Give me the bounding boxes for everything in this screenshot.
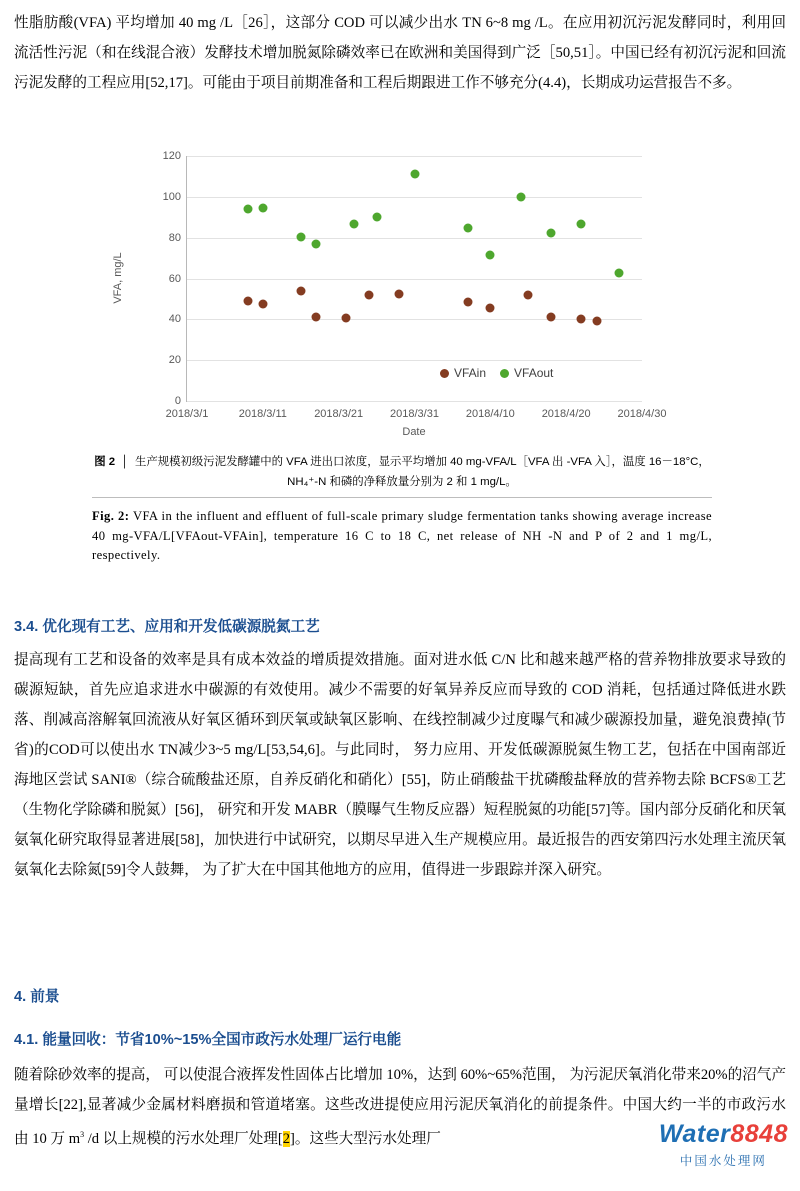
highlighted-citation: 2 xyxy=(282,1130,291,1147)
figure-caption-en-text: VFA in the influent and effluent of full-scale primary sludge fermentation tanks showing average increase 40 mg-VFA/L[VFAout-VFAin], temperature 16 C to 18 C, net release of NH -N and P of 2 and 1 mg/L, respectively. xyxy=(92,509,713,562)
chart-data-point xyxy=(463,297,472,306)
chart-data-point xyxy=(349,220,358,229)
chart-gridline xyxy=(187,197,642,198)
chart-gridline xyxy=(187,401,642,402)
chart-x-tick: 2018/3/21 xyxy=(314,408,364,420)
chart-y-tick: 100 xyxy=(162,190,181,203)
heading-4: 4. 前景 xyxy=(14,989,60,1005)
paragraph-4-1-superscript: 3 xyxy=(80,1130,85,1139)
watermark-number: 8848 xyxy=(730,1120,788,1148)
chart-x-tick: 2018/4/20 xyxy=(541,408,591,420)
chart-data-point xyxy=(311,239,320,248)
chart-data-point xyxy=(486,251,495,260)
vfa-scatter-chart xyxy=(110,148,670,438)
chart-data-point xyxy=(524,290,533,299)
heading-3-4: 3.4. 优化现有工艺、应用和开发低碳源脱氮工艺 xyxy=(14,619,320,635)
chart-y-tick: 80 xyxy=(168,231,181,244)
legend-label: VFAin xyxy=(454,366,487,380)
chart-x-tick: 2018/3/11 xyxy=(238,408,287,420)
chart-x-tick: 2018/3/31 xyxy=(390,408,439,420)
chart-data-point xyxy=(577,315,586,324)
paragraph-4-1-part-a: 随着除砂效率的提高， 可以使混合液挥发性固体占比增加 10%，达到 60%~65%范围， 为污泥厌氧消化带来20%的沼气产量增长[22],显著减少金属材料磨损和管道堵塞。这些改进提使应用污泥厌氧消化的前提条件。中国大约一半的市政污水由 10 万 m xyxy=(14,1067,786,1147)
caption-divider xyxy=(92,497,712,498)
chart-data-point xyxy=(243,205,252,214)
chart-data-point xyxy=(258,300,267,309)
figure-caption-en-label: Fig. 2: xyxy=(92,509,130,523)
chart-data-point xyxy=(311,313,320,322)
chart-data-point xyxy=(516,192,525,201)
chart-data-point xyxy=(365,290,374,299)
chart-legend xyxy=(440,366,553,380)
figure-caption-en xyxy=(92,507,712,566)
chart-y-tick: 60 xyxy=(168,272,181,285)
chart-gridline xyxy=(187,360,642,361)
chart-data-point xyxy=(592,317,601,326)
chart-x-tick: 2018/3/1 xyxy=(165,408,209,420)
legend-swatch-icon xyxy=(500,369,509,378)
chart-data-point xyxy=(486,304,495,313)
paragraph-4-1 xyxy=(14,1060,786,1154)
chart-data-point xyxy=(547,313,556,322)
chart-data-point xyxy=(372,213,381,222)
chart-data-point xyxy=(547,228,556,237)
chart-data-point xyxy=(258,204,267,213)
legend-item-vfain xyxy=(440,366,486,380)
chart-data-point xyxy=(243,296,252,305)
chart-data-point xyxy=(410,170,419,179)
chart-plot-area xyxy=(162,150,667,420)
watermark-text: Water xyxy=(658,1120,731,1148)
chart-y-tick: 20 xyxy=(168,354,181,367)
legend-swatch-icon xyxy=(440,369,449,378)
chart-gridline xyxy=(187,279,642,280)
chart-data-point xyxy=(615,269,624,278)
chart-gridline xyxy=(187,156,642,157)
chart-data-point xyxy=(395,289,404,298)
heading-4-1: 4.1. 能量回收：节省10%~15%全国市政污水处理厂运行电能 xyxy=(14,1032,402,1048)
chart-data-point xyxy=(463,224,472,233)
chart-y-tick: 120 xyxy=(162,150,181,162)
figure-caption-cn-sep: │ xyxy=(118,456,132,468)
chart-x-tick: 2018/4/10 xyxy=(465,408,515,420)
paragraph-3-4: 提高现有工艺和设备的效率是具有成本效益的增质提效措施。面对进水低 C/N 比和越来越严格的营养物排放要求导致的碳源短缺，首先应追求进水中碳源的有效使用。减少不需要的好氧异养反应而导致的 COD 消耗，包括通过降低进水跌落、削减高溶解氧回流液从好氧区循环到厌氧或缺氧区影响、在线控制减少过度曝气和减少碳源投加量，避免浪费掉(节省)的COD可以使出水 TN减少3~5 mg/L[53,54,6]。与此同时， 努力应用、开发低碳源脱氮生物工艺，包括在中国南部近海地区尝试 SANI®（综合硫酸盐还原，自养反硝化和硝化）[55]，防止硝酸盐干扰磷酸盐释放的营养物去除 BCFS®工艺（生物化学除磷和脱氮）[56]， 研究和开发 MABR（膜曝气生物反应器）短程脱氮的功能[57]等。国内部分反硝化和厌氧氨氧化研究取得显著进展[58]，加快进行中试研究，以期尽早进入生产规模应用。最近报告的西安第四污水处理主流厌氧氨氧化去除氮[59]令人鼓舞， 为了扩大在中国其他地方的应用，值得进一步跟踪并深入研究。 xyxy=(14,652,786,878)
figure-caption-cn-label: 图 2 xyxy=(94,456,116,468)
chart-x-tick: 2018/4/30 xyxy=(617,408,667,420)
chart-x-axis-label: Date xyxy=(402,426,426,438)
chart-y-axis-label: VFA, mg/L xyxy=(112,252,124,304)
chart-data-point xyxy=(296,286,305,295)
watermark-sub: 中国水处理网 xyxy=(679,1154,767,1168)
chart-gridline xyxy=(187,238,642,239)
paragraph-top: 性脂肪酸(VFA) 平均增加 40 mg /L［26］，这部分 COD 可以减少出水 TN 6~8 mg /L。在应用初沉污泥发酵同时，利用回流活性污泥（和在线混合液）发酵技术增加脱氮除磷效率已在欧洲和美国得到广泛［50,51］。中国已经有初沉污泥和回流污泥发酵的工程应用[52,17]。可能由于项目前期准备和工程后期跟进工作不够充分(4.4)，长期成功运营报告不多。 xyxy=(14,15,786,91)
figure-2 xyxy=(110,148,690,438)
chart-data-point xyxy=(577,220,586,229)
chart-y-tick: 40 xyxy=(168,313,181,326)
chart-gridline xyxy=(187,319,642,320)
figure-caption-cn xyxy=(92,452,712,492)
chart-data-point xyxy=(296,232,305,241)
chart-y-tick: 0 xyxy=(174,395,181,407)
paragraph-4-1-part-c: ]。这些大型污水处理厂 xyxy=(290,1130,441,1147)
legend-label: VFAout xyxy=(514,366,554,380)
paragraph-4-1-part-b: /d 以上规模的污水处理厂处理[ xyxy=(84,1130,283,1147)
legend-item-vfaout xyxy=(500,366,553,380)
figure-caption-cn-text: 生产规模初级污泥发酵罐中的 VFA 进出口浓度，显示平均增加 40 mg-VFA/L［VFA 出 -VFA 入］，温度 16－18°C，NH₄⁺-N 和磷的净释放量分别为 2 和 1 mg/L。 xyxy=(134,456,710,488)
chart-data-point xyxy=(342,314,351,323)
